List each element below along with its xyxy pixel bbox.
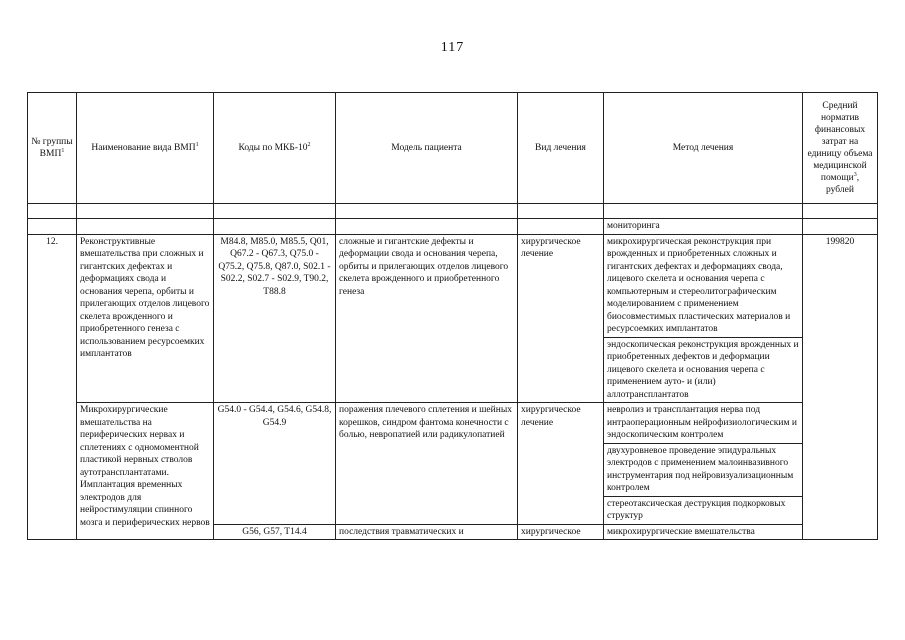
codes-cell: G56, G57, T14.4 (214, 524, 336, 540)
cost-cell: 199820 (803, 234, 878, 540)
method-cell: микрохирургическая реконструкция при врожденных и приобретенных сложных и гигантских дефектах и деформациях свода, лицевого скелета и основания черепа с компьютерным и стереолитографическим моделированием с применением биосовместимых пластических материалов и ресурсоемких имплантатов (604, 234, 803, 337)
header-method: Метод лечения (604, 93, 803, 204)
treatment-cell: хирургическое лечение (518, 234, 604, 403)
method-cell: двухуровневое проведение эпидуральных электродов с применением малоинвазивного инструментария под нейровизуализационным контролем (604, 443, 803, 496)
table-row (28, 234, 878, 337)
vmp-table (27, 92, 878, 540)
header-treatment-type: Вид лечения (518, 93, 604, 204)
page-number: 117 (440, 40, 465, 55)
header-row (28, 93, 878, 204)
header-cost: Средний норматив финансовых затрат на единицу объема медицинской помощи$^3$, рублей (803, 93, 878, 204)
codes-cell: G54.0 - G54.4, G54.6, G54.8, G54.9 (214, 403, 336, 525)
method-cell: микрохирургические вмешательства (604, 524, 803, 540)
group-number-cell: 12. (28, 234, 77, 540)
header-group-no: № группы ВМП$^1$ (28, 93, 77, 204)
header-model: Модель пациента (336, 93, 518, 204)
treatment-cell: хирургическое лечение (518, 403, 604, 525)
continuation-row (28, 219, 878, 235)
method-cell: мониторинга (604, 219, 803, 235)
method-cell: стереотаксическая деструкция подкорковых структур (604, 496, 803, 524)
model-cell: поражения плечевого сплетения и шейных корешков, синдром фантома конечности с болью, невропатией или радикулопатией (336, 403, 518, 525)
method-cell: эндоскопическая реконструкция врожденных и приобретенных дефектов и деформации лицевого скелета и основания черепа с применением ауто- и (или) аллотрансплантатов (604, 337, 803, 403)
name-cell: Реконструктивные вмешательства при сложных и гигантских дефектах и деформациях свода и основания черепа, орбиты и прилегающих отделов лицевого скелета врожденного и приобретенного генеза с использованием ресурсоемких имплантатов (77, 234, 214, 403)
codes-cell: M84.8, M85.0, M85.5, Q01, Q67.2 - Q67.3, Q75.0 - Q75.2, Q75.8, Q87.0, S02.1 - S02.2, S02.7 - S02.9, T90.2, T88.8 (214, 234, 336, 403)
header-name: Наименование вида ВМП$^1$ (77, 93, 214, 204)
table-row (28, 403, 878, 444)
treatment-cell: хирургическое (518, 524, 604, 540)
model-cell: последствия травматических и (336, 524, 518, 540)
header-codes: Коды по МКБ-$10^2$ (214, 93, 336, 204)
spacer-row (28, 204, 878, 219)
method-cell: невролиз и трансплантация нерва под интраоперационным нейрофизиологическим и эндоскопическим контролем (604, 403, 803, 444)
model-cell: сложные и гигантские дефекты и деформации свода и основания черепа, орбиты и прилегающих отделов лицевого скелета врожденного и приобретенного генеза (336, 234, 518, 403)
name-cell: Микрохирургические вмешательства на периферических нервах и сплетениях с одномоментной пластикой нервных стволов аутотрансплантатами. Имплантация временных электродов для нейростимуляции спинного мозга и периферических нервов (77, 403, 214, 540)
